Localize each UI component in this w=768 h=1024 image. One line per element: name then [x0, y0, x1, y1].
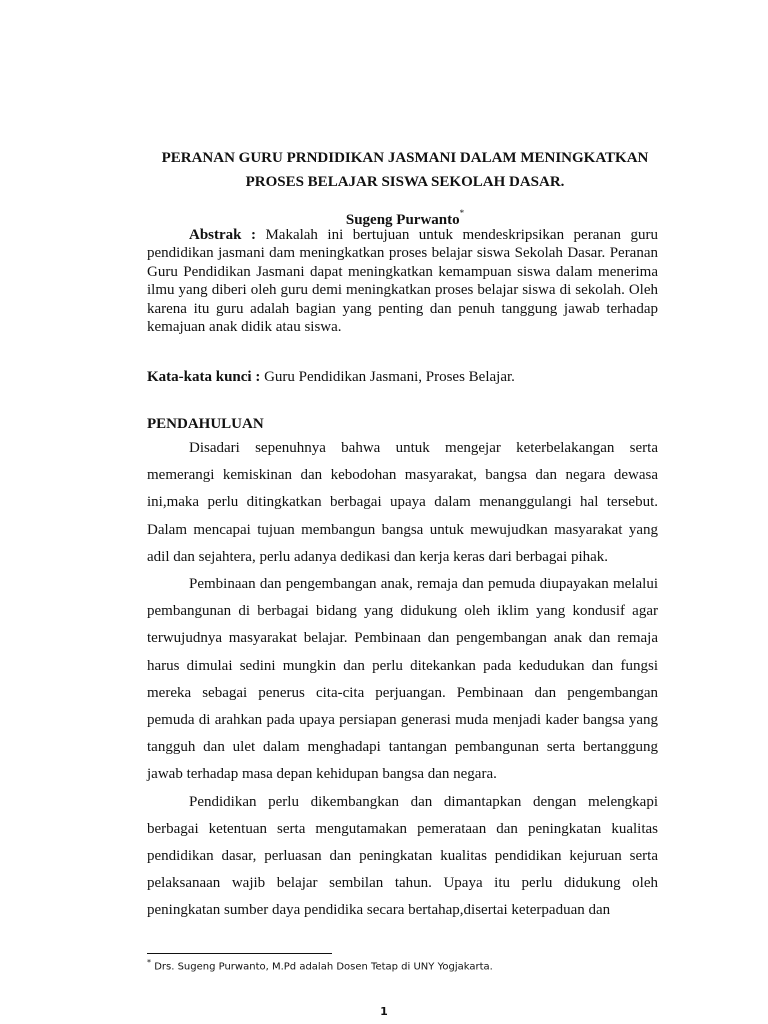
- author-footnote-mark: *: [459, 208, 465, 218]
- footnote: [147, 956, 493, 974]
- page-number: 1: [380, 1005, 388, 1018]
- paragraph: Pembinaan dan pengembangan anak, remaja dan pemuda diupayakan melalui pembangunan di berbagai bidang yang didukung oleh iklim yang kondusif agar terwujudnya masyarakat belajar. Pembinaan dan pengembangan anak dan remaja harus dimulai sedini mungkin dan perlu ditekankan pada kedudukan dan fungsi mereka sebagai penerus cita-cita perjuangan. Pembinaan dan pengembangan pemuda di arahkan pada upaya persiapan generasi muda menjadi kader bangsa yang tangguh dan ulet dalam menghadapi tantangan pembangunan serta bertanggung jawab terhadap masa depan kehidupan bangsa dan negara.: [147, 576, 658, 783]
- abstract-label: Abstrak :: [189, 227, 256, 243]
- paragraph: Disadari sepenuhnya bahwa untuk mengejar keterbelakangan serta memerangi kemiskinan dan kebodohan masyarakat, bangsa dan negara dewasa ini,maka perlu ditingkatkan berbagai upaya dalam menanggulangi hal tersebut. Dalam mencapai tujuan membangun bangsa untuk mewujudkan masyarakat yang adil dan sejahtera, perlu adanya dedikasi dan kerja keras dari berbagai pihak.: [147, 440, 658, 565]
- keywords-text: Guru Pendidikan Jasmani, Proses Belajar.: [264, 369, 515, 385]
- keywords-label: Kata-kata kunci :: [147, 369, 261, 385]
- abstract: [147, 226, 658, 336]
- footnote-text: Drs. Sugeng Purwanto, M.Pd adalah Dosen Tetap di UNY Yogjakarta.: [154, 961, 493, 973]
- footnote-divider: [147, 953, 332, 954]
- document-title: [140, 146, 670, 194]
- author-name: Sugeng Purwanto: [345, 212, 460, 228]
- paragraph: Pendidikan perlu dikembangkan dan dimantapkan dengan melengkapi berbagai ketentuan serta mengutamakan pemerataan dan peningkatan kualitas pendidikan dasar, perluasan dan peningkatan kualitas pendidikan kejuruan serta pelaksanaan wajib belajar sembilan tahun. Upaya itu perlu didukung oleh peningkatan sumber daya pendidika secara bertahap,disertai keterpaduan dan: [147, 793, 658, 919]
- abstract-text: Makalah ini bertujuan untuk mendeskripsikan peranan guru pendidikan jasmani dam meningkatkan proses belajar siswa Sekolah Dasar. Peranan Guru Pendidikan Jasmani dapat meningkatkan kemampuan siswa dalam menerima ilmu yang diberi oleh guru demi meningkatkan proses belajar siswa di sekolah. Oleh karena itu guru adalah bagian yang penting dan penuh tanggung jawab terhadap kemajuan anak didik atau siswa.: [147, 227, 658, 336]
- keywords: [147, 367, 667, 387]
- section-heading: PENDAHULUAN: [147, 416, 264, 432]
- body-text: [147, 435, 658, 925]
- footnote-mark: *: [147, 958, 151, 967]
- title-line-2: PROSES BELAJAR SISWA SEKOLAH DASAR.: [245, 174, 565, 190]
- title-line-1: PERANAN GURU PRNDIDIKAN JASMANI DALAM MENINGKATKAN: [161, 150, 649, 166]
